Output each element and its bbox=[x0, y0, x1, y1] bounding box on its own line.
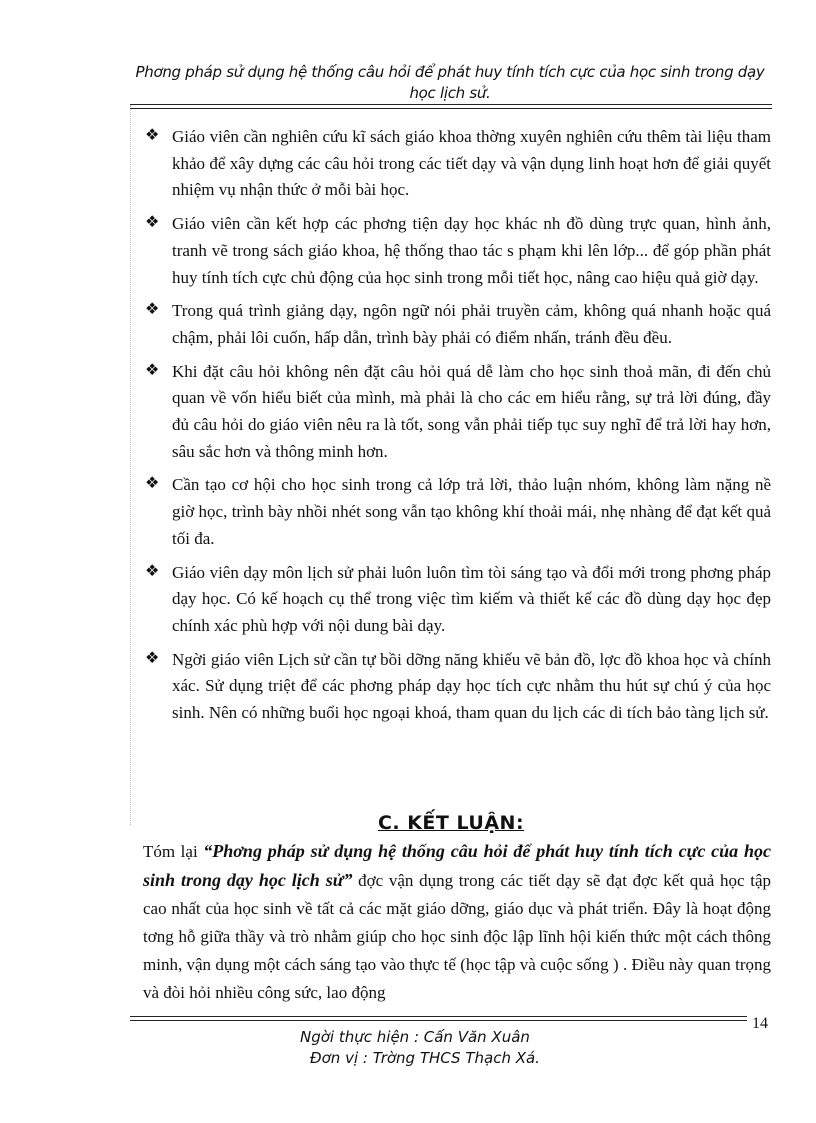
page-number: 14 bbox=[752, 1015, 768, 1032]
diamond-cluster-icon: ❖ bbox=[145, 299, 160, 319]
header-rule-bottom bbox=[130, 108, 772, 109]
diamond-cluster-icon: ❖ bbox=[145, 560, 160, 580]
conclusion-paragraph bbox=[143, 837, 771, 1007]
conclusion-body: đợc vận dụng trong các tiết dạy sẽ đạt đợc kết quả học tập cao nhất của học sinh về tất cả các mặt giáo dỡng, giáo dục và phát triển. Đây là hoạt động tơng hỗ giữa thầy và trò nhằm giúp cho học sinh độc lập lĩnh hội kiến thức một cách thông minh, vận dụng một cách sáng tạo vào thực tế (học tập và cuộc sống ) . Điều này quan trọng và đòi hỏi nhiều công sức, lao động bbox=[143, 871, 771, 1002]
list-item bbox=[145, 124, 771, 204]
list-item-text: Cần tạo cơ hội cho học sinh trong cả lớp trả lời, thảo luận nhóm, không làm nặng nề giờ học, trình bày nhồi nhét song vẫn tạo không khí thoải mái, nhẹ nhàng để đạt kết quả tối đa. bbox=[172, 475, 771, 548]
list-item-text: Giáo viên dạy môn lịch sử phải luôn luôn tìm tòi sáng tạo và đổi mới trong phơng pháp dạy học. Có kế hoạch cụ thể trong việc tìm kiếm và thiết kế các đồ dùng dạy học đẹp chính xác phù hợp với nội dung bài dạy. bbox=[172, 562, 771, 635]
page-margin-line bbox=[130, 105, 131, 825]
conclusion-lead: Tóm lại bbox=[143, 842, 204, 861]
list-item-text: Giáo viên cần kết hợp các phơng tiện dạy học khác nh đồ dùng trực quan, hình ảnh, tranh vẽ trong sách giáo khoa, hệ thống thao tác s phạm khi lên lớp... để góp phần phát huy tính tích cực chủ động của học sinh trong mỗi tiết học, nâng cao hiệu quả giờ dạy. bbox=[172, 214, 771, 287]
diamond-cluster-icon: ❖ bbox=[145, 473, 160, 493]
header-rule-top bbox=[130, 104, 772, 105]
list-item bbox=[145, 560, 771, 640]
recommendation-list bbox=[145, 124, 771, 734]
list-item-text: Ngời giáo viên Lịch sử cần tự bồi dỡng năng khiếu vẽ bản đồ, lợc đồ khoa học và chính xác. Sử dụng triệt để các phơng pháp dạy học tích cực nhằm thu hút sự chú ý của học sinh. Nên có những buổi học ngoại khoá, tham quan du lịch các di tích bảo tàng lịch sử. bbox=[172, 649, 771, 723]
page-footer bbox=[300, 1027, 540, 1069]
footer-author: Ngời thực hiện : Cấn Văn Xuân bbox=[300, 1028, 530, 1046]
header-title: Phơng pháp sử dụng hệ thống câu hỏi để phát huy tính tích cực của học sinh trong dạy học lịch sử. bbox=[135, 63, 765, 102]
list-item bbox=[145, 472, 771, 552]
section-heading: C. KẾT LUẬN: bbox=[377, 812, 525, 834]
footer-unit: Đơn vị : Trờng THCS Thạch Xá. bbox=[310, 1049, 540, 1067]
diamond-cluster-icon: ❖ bbox=[145, 359, 160, 379]
footer-rule-bottom bbox=[130, 1020, 747, 1021]
list-item bbox=[145, 647, 771, 727]
page-header bbox=[130, 62, 770, 104]
diamond-cluster-icon: ❖ bbox=[145, 647, 160, 667]
diamond-cluster-icon: ❖ bbox=[145, 212, 160, 232]
list-item-text: Trong quá trình giảng dạy, ngôn ngữ nói phải truyền cảm, không quá nhanh hoặc quá chậm, phải lôi cuốn, hấp dẫn, trình bày phải có điểm nhấn, tránh đều đều. bbox=[172, 301, 771, 347]
list-item bbox=[145, 359, 771, 466]
list-item-text: Giáo viên cần nghiên cứu kĩ sách giáo khoa thờng xuyên nghiên cứu thêm tài liệu tham khảo để xây dựng các câu hỏi trong các tiết dạy và vận dụng linh hoạt hơn để giải quyết nhiệm vụ nhận thức ở mỗi bài học. bbox=[172, 127, 771, 200]
conclusion-emphasis: “Phơng pháp sử dụng hệ thống câu hỏi để phát huy tính tích cực của học sinh trong dạy học lịch sử” bbox=[143, 841, 771, 890]
list-item-text: Khi đặt câu hỏi không nên đặt câu hỏi quá dễ làm cho học sinh thoả mãn, đi đến chủ quan về vốn hiểu biết của mình, mà phải là cho các em hiểu rằng, sự trả lời đúng, đầy đủ câu hỏi do giáo viên nêu ra là tốt, song vẫn phải tiếp tục suy nghĩ để trả lời hay hơn, sâu sắc hơn và thông minh hơn. bbox=[172, 361, 771, 461]
list-item bbox=[145, 298, 771, 351]
list-item bbox=[145, 211, 771, 291]
footer-rule-top bbox=[130, 1016, 747, 1017]
diamond-cluster-icon: ❖ bbox=[145, 125, 160, 144]
